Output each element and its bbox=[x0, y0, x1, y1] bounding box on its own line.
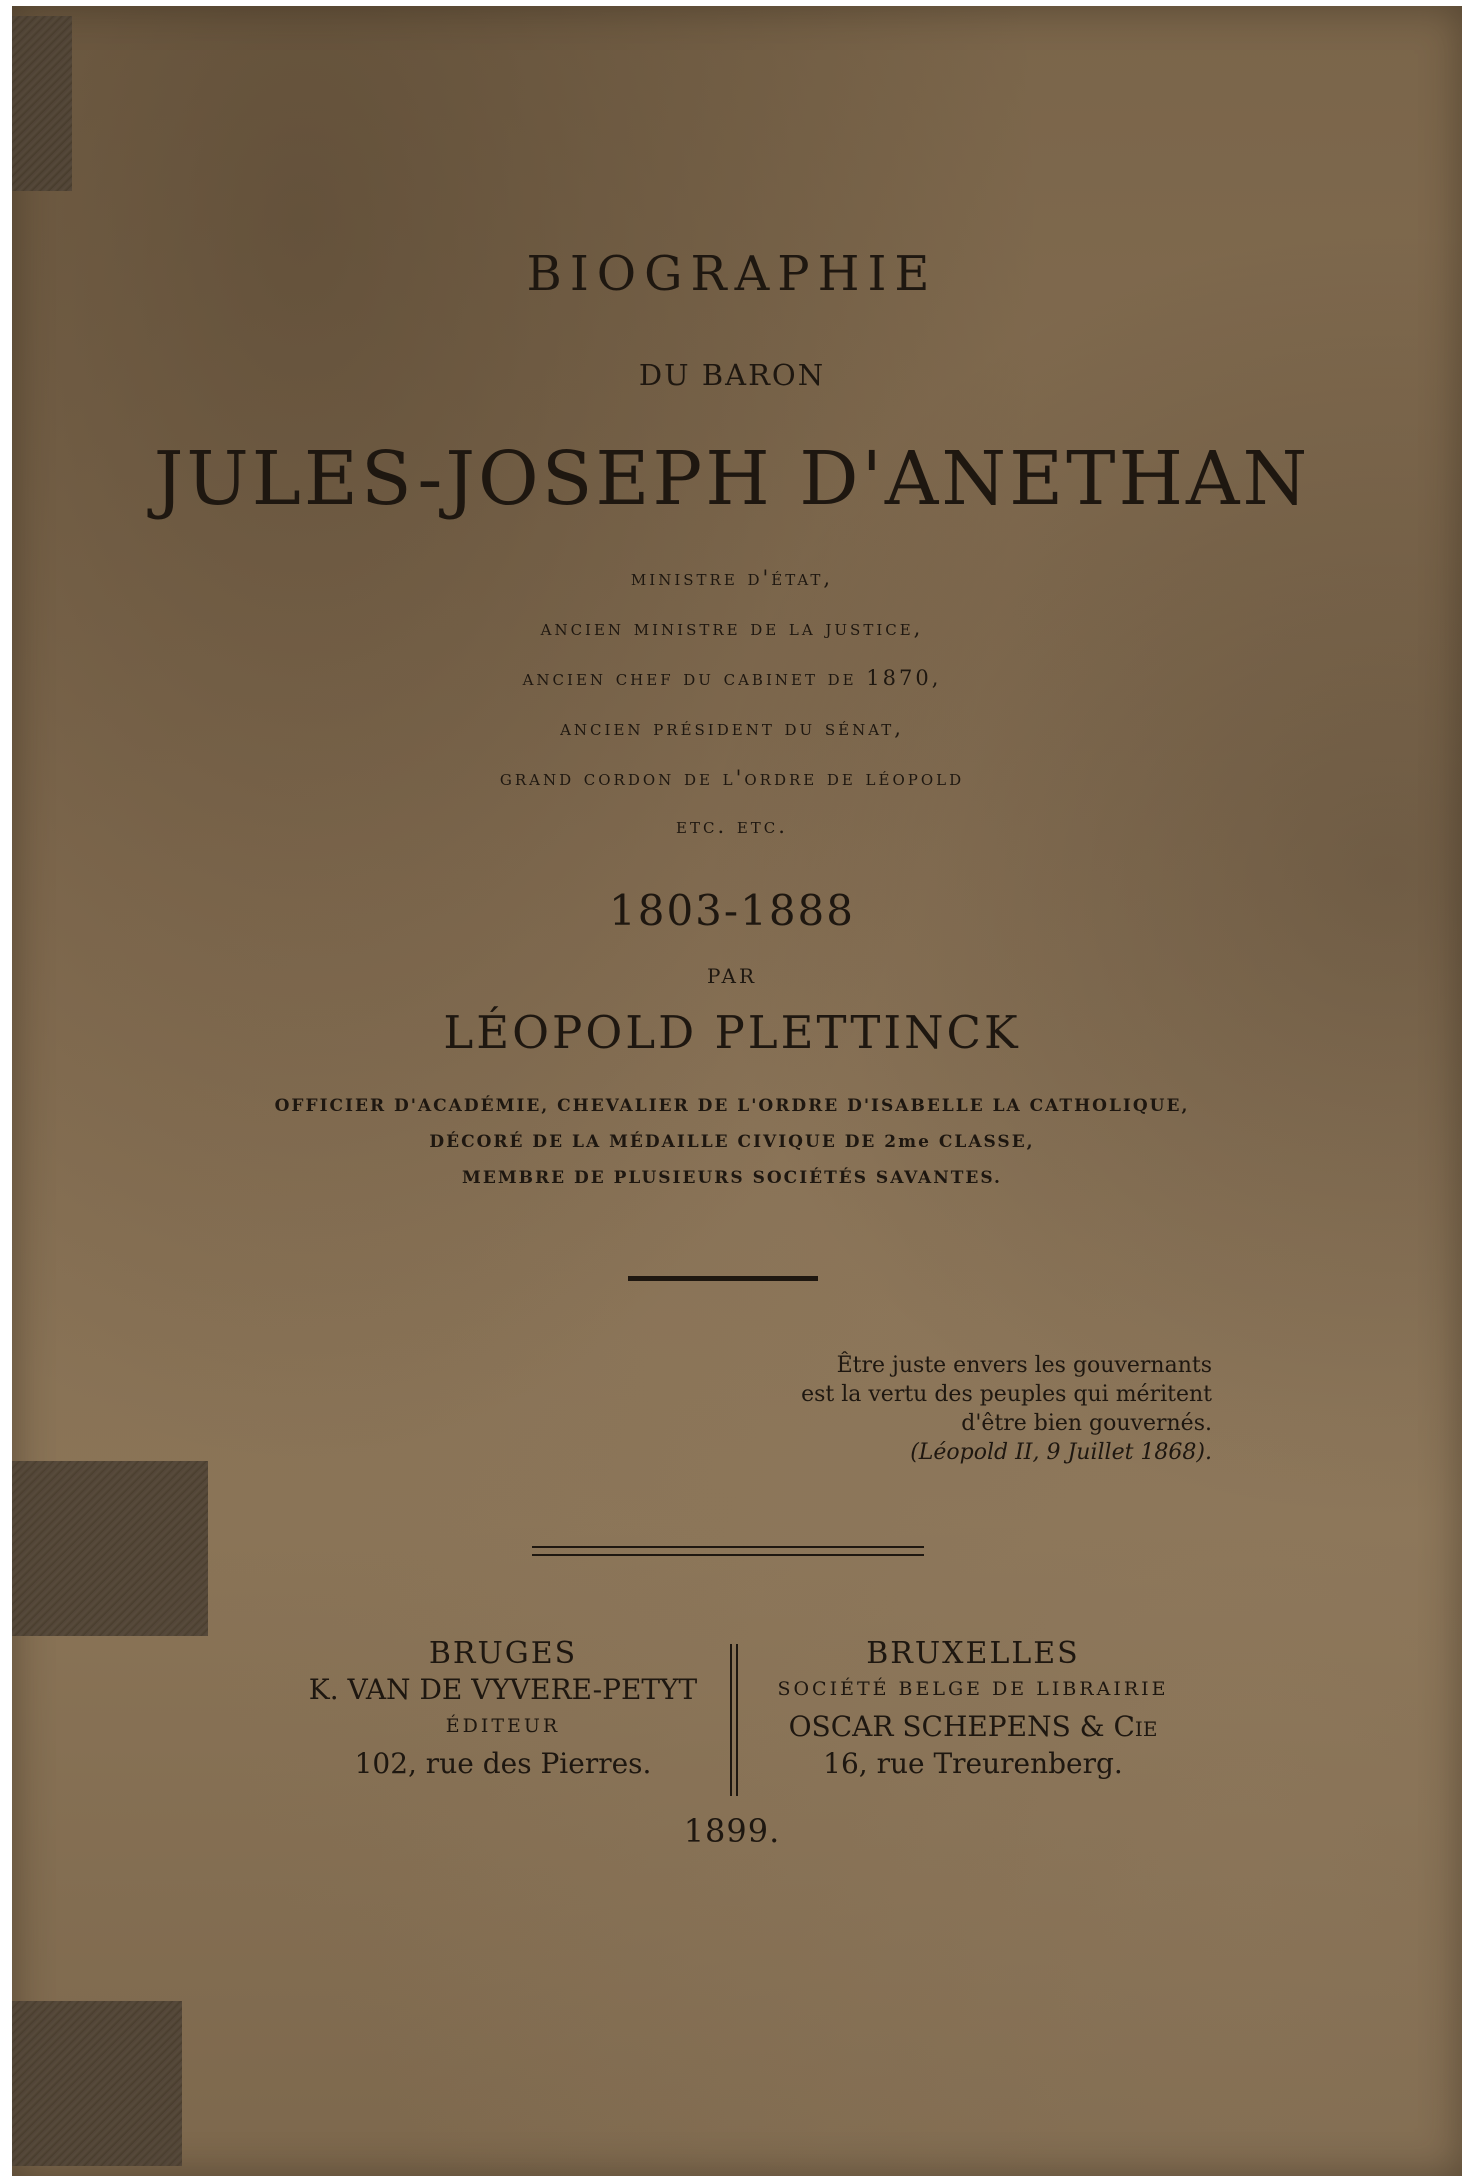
book-title: BIOGRAPHIE bbox=[526, 246, 938, 302]
publisher-bruges bbox=[268, 1636, 738, 1782]
office-line: ancien ministre de la justice, bbox=[540, 616, 924, 640]
publisher-city: BRUGES bbox=[428, 1636, 578, 1671]
epigraph-line: Être juste envers les gouvernants bbox=[836, 1353, 1212, 1378]
office-line: ministre d'état, bbox=[630, 566, 834, 590]
spine-tape-bottom bbox=[12, 2001, 182, 2166]
book-subtitle: DU BARON bbox=[638, 358, 826, 392]
publisher-society: SOCIÉTÉ BELGE DE LIBRAIRIE bbox=[777, 1678, 1169, 1700]
book-cover bbox=[12, 6, 1462, 2176]
publisher-name: OSCAR SCHEPENS & Cie bbox=[788, 1710, 1158, 1743]
spine-tape-top bbox=[12, 16, 72, 191]
by-label: PAR bbox=[706, 964, 758, 988]
epigraph-line: d'être bien gouvernés. bbox=[961, 1411, 1212, 1436]
publisher-divider bbox=[736, 1644, 738, 1796]
publisher-bruxelles bbox=[760, 1636, 1186, 1782]
publisher-address: 16, rue Treurenberg. bbox=[823, 1747, 1123, 1780]
publisher-divider bbox=[730, 1644, 732, 1796]
author-honor-line: DÉCORÉ DE LA MÉDAILLE CIVIQUE DE 2me CLASSE, bbox=[429, 1132, 1035, 1152]
epigraph-attribution: (Léopold II, 9 Juillet 1868). bbox=[910, 1440, 1212, 1465]
publisher-address: 102, rue des Pierres. bbox=[354, 1747, 652, 1780]
double-rule-bottom bbox=[532, 1554, 924, 1556]
author-name: LÉOPOLD PLETTINCK bbox=[443, 1006, 1021, 1059]
subject-name: JULES-JOSEPH D'ANETHAN bbox=[153, 436, 1311, 522]
office-line: ancien président du sénat, bbox=[560, 716, 904, 740]
spine-tape-middle bbox=[12, 1461, 208, 1636]
life-years: 1803-1888 bbox=[609, 886, 855, 935]
office-line: etc. etc. bbox=[676, 814, 788, 838]
office-line: grand cordon de l'ordre de léopold bbox=[499, 766, 965, 790]
office-line: ancien chef du cabinet de 1870, bbox=[522, 666, 942, 690]
publisher-city: BRUXELLES bbox=[866, 1636, 1080, 1671]
publication-year: 1899. bbox=[683, 1812, 781, 1850]
epigraph bbox=[732, 1351, 1212, 1467]
author-honor-line: MEMBRE DE PLUSIEURS SOCIÉTÉS SAVANTES. bbox=[462, 1168, 1002, 1188]
author-honor-line: OFFICIER D'ACADÉMIE, CHEVALIER DE L'ORDRE D'ISABELLE LA CATHOLIQUE, bbox=[274, 1096, 1190, 1116]
divider-rule bbox=[628, 1276, 818, 1281]
publisher-name: K. VAN DE VYVERE-PETYT bbox=[308, 1673, 698, 1706]
epigraph-line: est la vertu des peuples qui méritent bbox=[801, 1382, 1212, 1407]
double-rule-top bbox=[532, 1546, 924, 1548]
publisher-role: ÉDITEUR bbox=[445, 1715, 561, 1737]
